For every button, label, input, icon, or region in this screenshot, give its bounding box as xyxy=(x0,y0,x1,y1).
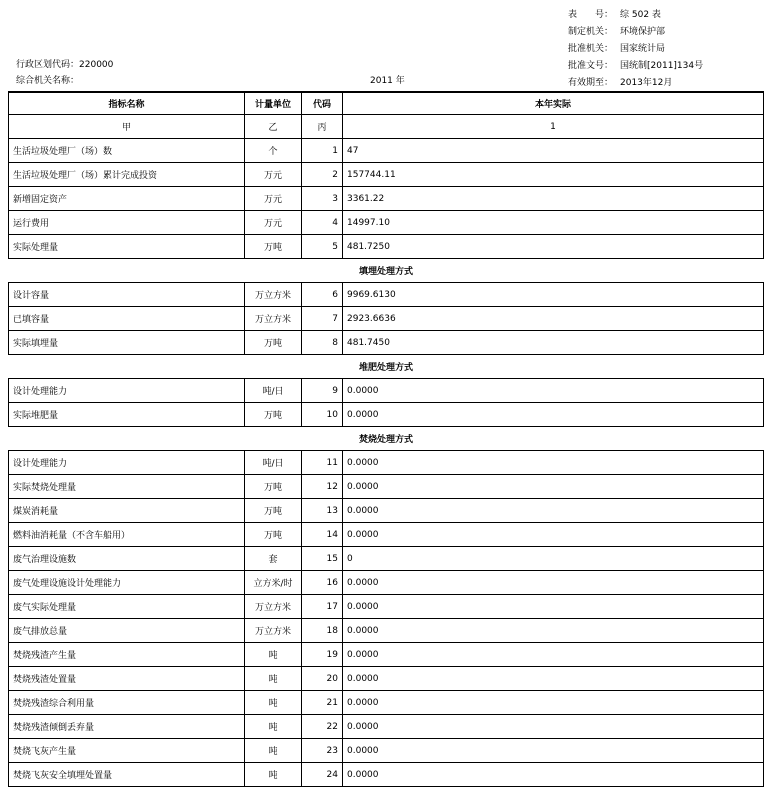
letter-cell: 甲 xyxy=(9,115,245,139)
code-cell: 22 xyxy=(302,715,343,739)
code-cell: 7 xyxy=(302,307,343,331)
code-cell: 20 xyxy=(302,667,343,691)
meta-value: 环境保护部 xyxy=(620,27,666,37)
value-cell: 2923.6636 xyxy=(343,307,764,331)
indicator-name-cell: 焚烧残渣产生量 xyxy=(9,643,245,667)
code-cell: 10 xyxy=(302,403,343,427)
col-header-code: 代码 xyxy=(302,92,343,115)
indicator-name-cell: 设计容量 xyxy=(9,283,245,307)
unit-cell: 万立方米 xyxy=(245,619,302,643)
unit-cell: 万元 xyxy=(245,163,302,187)
value-cell: 0 xyxy=(343,547,764,571)
indicator-name-cell: 焚烧飞灰产生量 xyxy=(9,739,245,763)
indicator-name-cell: 新增固定资产 xyxy=(9,187,245,211)
value-cell: 47 xyxy=(343,139,764,163)
table-row xyxy=(9,499,764,523)
code-cell: 5 xyxy=(302,235,343,259)
col-header-indicator: 指标名称 xyxy=(9,92,245,115)
code-cell: 19 xyxy=(302,643,343,667)
col-header-unit: 计量单位 xyxy=(245,92,302,115)
meta-label: 有效期至： xyxy=(568,78,614,88)
value-cell: 0.0000 xyxy=(343,379,764,403)
code-cell: 4 xyxy=(302,211,343,235)
value-cell: 0.0000 xyxy=(343,475,764,499)
unit-cell: 吨/日 xyxy=(245,379,302,403)
section-header-row xyxy=(9,259,764,283)
table-row xyxy=(9,307,764,331)
meta-value: 国家统计局 xyxy=(620,44,666,54)
col-header-actual: 本年实际 xyxy=(343,92,764,115)
agency-name-line xyxy=(16,76,79,87)
indicator-name-cell: 燃料油消耗量（不含车船用） xyxy=(9,523,245,547)
unit-cell: 吨 xyxy=(245,643,302,667)
code-cell: 14 xyxy=(302,523,343,547)
code-cell: 15 xyxy=(302,547,343,571)
code-cell: 21 xyxy=(302,691,343,715)
unit-cell: 万吨 xyxy=(245,475,302,499)
value-cell: 481.7250 xyxy=(343,235,764,259)
table-row xyxy=(9,379,764,403)
section-header-row xyxy=(9,427,764,451)
code-cell: 13 xyxy=(302,499,343,523)
region-code-line xyxy=(16,60,113,71)
value-cell: 0.0000 xyxy=(343,739,764,763)
region-code-value: 220000 xyxy=(79,60,114,70)
value-cell: 0.0000 xyxy=(343,595,764,619)
meta-value: 综 502 表 xyxy=(620,10,661,20)
unit-cell: 万吨 xyxy=(245,523,302,547)
letter-cell: 丙 xyxy=(302,115,343,139)
code-cell: 8 xyxy=(302,331,343,355)
unit-cell: 万吨 xyxy=(245,235,302,259)
table-body xyxy=(9,115,764,787)
table-row xyxy=(9,475,764,499)
indicator-name-cell: 已填容量 xyxy=(9,307,245,331)
section-title: 填埋处理方式 xyxy=(9,259,764,283)
section-title: 堆肥处理方式 xyxy=(9,355,764,379)
code-cell: 17 xyxy=(302,595,343,619)
unit-cell: 万元 xyxy=(245,211,302,235)
table-row xyxy=(9,547,764,571)
column-letter-row xyxy=(9,115,764,139)
code-cell: 16 xyxy=(302,571,343,595)
unit-cell: 立方米/时 xyxy=(245,571,302,595)
report-year: 2011 年 xyxy=(370,76,405,86)
unit-cell: 万立方米 xyxy=(245,307,302,331)
table-row xyxy=(9,763,764,787)
indicator-name-cell: 实际焚烧处理量 xyxy=(9,475,245,499)
table-row xyxy=(9,139,764,163)
table-row xyxy=(9,331,764,355)
unit-cell: 万吨 xyxy=(245,499,302,523)
value-cell: 481.7450 xyxy=(343,331,764,355)
code-cell: 24 xyxy=(302,763,343,787)
code-cell: 1 xyxy=(302,139,343,163)
region-code-label: 行政区划代码： xyxy=(16,60,80,70)
unit-cell: 吨 xyxy=(245,763,302,787)
indicator-name-cell: 废气实际处理量 xyxy=(9,595,245,619)
table-row xyxy=(9,643,764,667)
value-cell: 0.0000 xyxy=(343,715,764,739)
indicator-name-cell: 生活垃圾处理厂（场）累计完成投资 xyxy=(9,163,245,187)
unit-cell: 万吨 xyxy=(245,403,302,427)
table-row xyxy=(9,715,764,739)
indicator-name-cell: 生活垃圾处理厂（场）数 xyxy=(9,139,245,163)
table-row xyxy=(9,595,764,619)
indicator-name-cell: 煤炭消耗量 xyxy=(9,499,245,523)
code-cell: 23 xyxy=(302,739,343,763)
approval-number-line xyxy=(568,61,703,78)
value-cell: 0.0000 xyxy=(343,643,764,667)
code-cell: 12 xyxy=(302,475,343,499)
code-cell: 9 xyxy=(302,379,343,403)
indicator-name-cell: 运行费用 xyxy=(9,211,245,235)
value-cell: 0.0000 xyxy=(343,403,764,427)
section-header-row xyxy=(9,355,764,379)
table-row xyxy=(9,187,764,211)
value-cell: 0.0000 xyxy=(343,619,764,643)
unit-cell: 万吨 xyxy=(245,331,302,355)
table-row xyxy=(9,619,764,643)
meta-label: 批准文号： xyxy=(568,61,614,71)
approving-authority-line xyxy=(568,44,703,61)
letter-cell: 1 xyxy=(343,115,764,139)
code-cell: 3 xyxy=(302,187,343,211)
code-cell: 2 xyxy=(302,163,343,187)
unit-cell: 吨 xyxy=(245,715,302,739)
value-cell: 0.0000 xyxy=(343,523,764,547)
indicator-name-cell: 设计处理能力 xyxy=(9,451,245,475)
value-cell: 0.0000 xyxy=(343,691,764,715)
table-row xyxy=(9,163,764,187)
code-cell: 11 xyxy=(302,451,343,475)
indicator-name-cell: 焚烧残渣处置量 xyxy=(9,667,245,691)
code-cell: 18 xyxy=(302,619,343,643)
unit-cell: 万立方米 xyxy=(245,283,302,307)
unit-cell: 吨 xyxy=(245,667,302,691)
meta-label: 制定机关： xyxy=(568,27,614,37)
indicator-name-cell: 实际处理量 xyxy=(9,235,245,259)
agency-name-label: 综合机关名称： xyxy=(16,76,80,86)
indicator-name-cell: 设计处理能力 xyxy=(9,379,245,403)
unit-cell: 吨 xyxy=(245,739,302,763)
meta-label: 批准机关： xyxy=(568,44,614,54)
indicator-name-cell: 焚烧飞灰安全填埋处置量 xyxy=(9,763,245,787)
indicator-name-cell: 废气处理设施设计处理能力 xyxy=(9,571,245,595)
table-row xyxy=(9,235,764,259)
unit-cell: 万元 xyxy=(245,187,302,211)
value-cell: 9969.6130 xyxy=(343,283,764,307)
indicator-name-cell: 实际堆肥量 xyxy=(9,403,245,427)
letter-cell: 乙 xyxy=(245,115,302,139)
form-meta-block xyxy=(568,10,703,95)
issuing-authority-line xyxy=(568,27,703,44)
meta-value: 2013年12月 xyxy=(620,78,673,88)
value-cell: 14997.10 xyxy=(343,211,764,235)
section-title: 焚烧处理方式 xyxy=(9,427,764,451)
indicator-name-cell: 废气排放总量 xyxy=(9,619,245,643)
table-row xyxy=(9,667,764,691)
value-cell: 157744.11 xyxy=(343,163,764,187)
table-row xyxy=(9,211,764,235)
value-cell: 0.0000 xyxy=(343,499,764,523)
table-row xyxy=(9,451,764,475)
unit-cell: 吨 xyxy=(245,691,302,715)
waste-treatment-table xyxy=(8,91,764,787)
unit-cell: 套 xyxy=(245,547,302,571)
indicator-name-cell: 废气治理设施数 xyxy=(9,547,245,571)
table-row xyxy=(9,691,764,715)
value-cell: 0.0000 xyxy=(343,763,764,787)
meta-value: 国统制[2011]134号 xyxy=(620,61,704,71)
indicator-name-cell: 焚烧残渣综合利用量 xyxy=(9,691,245,715)
unit-cell: 万立方米 xyxy=(245,595,302,619)
code-cell: 6 xyxy=(302,283,343,307)
form-number-line xyxy=(568,10,703,27)
table-row xyxy=(9,403,764,427)
table-row xyxy=(9,571,764,595)
table-row xyxy=(9,739,764,763)
indicator-name-cell: 焚烧残渣倾倒丢弃量 xyxy=(9,715,245,739)
unit-cell: 吨/日 xyxy=(245,451,302,475)
value-cell: 0.0000 xyxy=(343,451,764,475)
indicator-name-cell: 实际填埋量 xyxy=(9,331,245,355)
table-row xyxy=(9,523,764,547)
table-header-row xyxy=(9,92,764,115)
value-cell: 0.0000 xyxy=(343,571,764,595)
unit-cell: 个 xyxy=(245,139,302,163)
table-row xyxy=(9,283,764,307)
value-cell: 3361.22 xyxy=(343,187,764,211)
value-cell: 0.0000 xyxy=(343,667,764,691)
meta-label: 表 号： xyxy=(568,10,614,20)
